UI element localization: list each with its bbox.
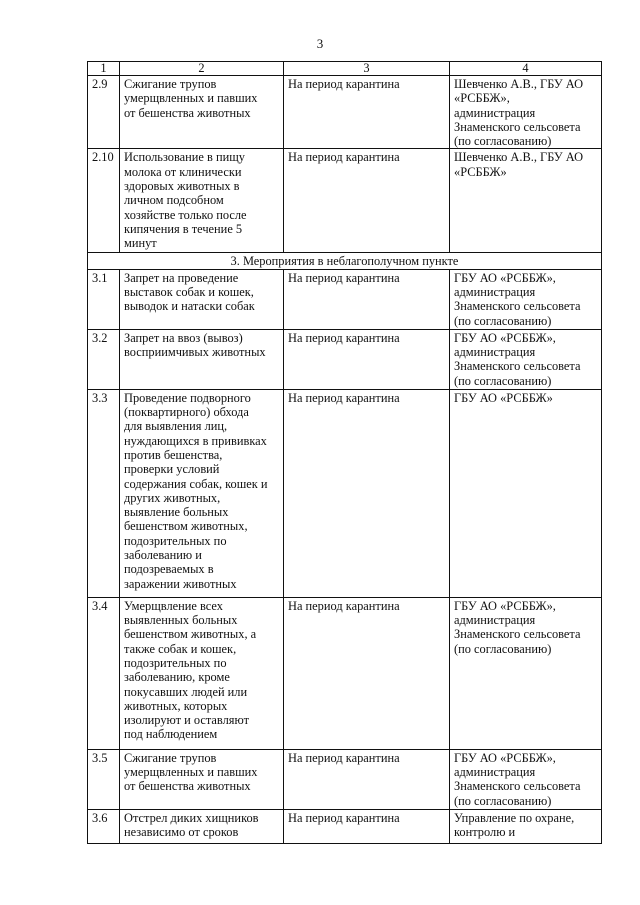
column-header-row (88, 62, 602, 76)
row-number: 3.2 (88, 329, 120, 389)
table-row (88, 389, 602, 597)
responsible-line: (по согласованию) (454, 793, 552, 808)
measure-line: подозрительных по (124, 533, 227, 548)
table-row (88, 809, 602, 843)
responsible-line: ГБУ АО «РСББЖ» (454, 390, 553, 405)
responsible-line: администрация (454, 613, 536, 628)
measure-line: покусавших людей или (124, 684, 248, 699)
column-header: 4 (450, 62, 602, 76)
page-number: 3 (316, 36, 324, 51)
measure-line: Сжигание трупов (124, 77, 217, 91)
measure-line: животных, которых (124, 698, 228, 713)
measure-line: от бешенства животных (124, 105, 251, 120)
measure-line: нуждающихся в прививках (124, 433, 267, 448)
measure-line: других животных, (124, 490, 221, 505)
period-cell: На период карантина (284, 389, 450, 597)
measure-line: Умерщвление всех (124, 598, 223, 613)
responsible-line: Шевченко А.В., ГБУ АО (454, 77, 584, 91)
measure-line: проверки условий (124, 462, 220, 477)
measure-cell (120, 269, 284, 329)
responsible-line: Знаменского сельсовета (454, 359, 581, 374)
measure-line: подозреваемых в (124, 562, 214, 577)
column-header: 3 (284, 62, 450, 76)
responsible-cell (450, 76, 602, 149)
row-number: 2.10 (88, 149, 120, 253)
period-cell: На период карантина (284, 809, 450, 843)
responsible-cell (450, 597, 602, 749)
measure-line: содержания собак, кошек и (124, 476, 268, 491)
responsible-line: Знаменского сельсовета (454, 119, 581, 134)
measure-cell (120, 149, 284, 253)
row-number: 3.4 (88, 597, 120, 749)
period-cell: На период карантина (284, 597, 450, 749)
responsible-line: ГБУ АО «РСББЖ», (454, 598, 556, 613)
measure-line: заболеванию, кроме (124, 670, 230, 685)
measure-line: заболеванию и (124, 548, 202, 563)
measure-line: Проведение подворного (124, 390, 251, 405)
measure-line: хозяйстве только после (124, 207, 247, 222)
measure-line: выявление больных (124, 505, 229, 520)
measure-cell (120, 329, 284, 389)
period-cell: На период карантина (284, 269, 450, 329)
responsible-line: Знаменского сельсовета (454, 299, 581, 314)
responsible-line: Управление по охране, (454, 810, 575, 825)
measure-line: Отстрел диких хищников (124, 810, 259, 825)
measure-cell (120, 76, 284, 149)
measure-line: бешенством животных, (124, 519, 248, 534)
responsible-cell (450, 749, 602, 809)
responsible-line: «РСББЖ» (454, 164, 507, 179)
row-number: 3.1 (88, 269, 120, 329)
table-row (88, 749, 602, 809)
table-row (88, 329, 602, 389)
period-cell: На период карантина (284, 749, 450, 809)
period-cell: На период карантина (284, 329, 450, 389)
section-header-row (88, 253, 602, 269)
responsible-line: ГБУ АО «РСББЖ», (454, 270, 556, 285)
responsible-line: ГБУ АО «РСББЖ», (454, 330, 556, 345)
responsible-line: Шевченко А.В., ГБУ АО (454, 150, 584, 165)
measure-line: под наблюдением (124, 727, 218, 742)
measure-line: Сжигание трупов (124, 750, 217, 765)
period-cell: На период карантина (284, 76, 450, 149)
responsible-cell (450, 329, 602, 389)
measure-line: против бешенства, (124, 447, 223, 462)
measure-cell (120, 749, 284, 809)
measure-line: восприимчивых животных (124, 345, 266, 360)
table-row (88, 269, 602, 329)
measure-cell (120, 389, 284, 597)
responsible-line: «РСББЖ», (454, 91, 510, 106)
row-number: 2.9 (88, 76, 120, 149)
table-row (88, 76, 602, 149)
row-number: 3.6 (88, 809, 120, 843)
responsible-line: ГБУ АО «РСББЖ», (454, 750, 556, 765)
measure-line: выявленных больных (124, 613, 238, 628)
responsible-cell (450, 149, 602, 253)
measure-line: Запрет на ввоз (вывоз) (124, 330, 243, 345)
measure-line: личном подсобном (124, 193, 224, 208)
column-header: 1 (88, 62, 120, 76)
section-title: 3. Мероприятия в неблагополучном пункте (88, 253, 602, 269)
table-row (88, 597, 602, 749)
measure-line: минут (124, 236, 157, 251)
responsible-line: Знаменского сельсовета (454, 779, 581, 794)
measure-line: независимо от сроков (124, 825, 239, 840)
table-row (88, 149, 602, 253)
measure-line: кипячения в течение 5 (124, 221, 243, 236)
measure-line: для выявления лиц, (124, 419, 228, 434)
measure-line: выводок и натаски собак (124, 299, 255, 314)
measure-line: Использование в пищу (124, 150, 245, 165)
responsible-cell (450, 809, 602, 843)
period-cell: На период карантина (284, 149, 450, 253)
measure-line: выставок собак и кошек, (124, 285, 254, 300)
responsible-line: (по согласованию) (454, 373, 552, 388)
row-number: 3.5 (88, 749, 120, 809)
measure-line: изолируют и оставляют (124, 713, 250, 728)
measure-line: Запрет на проведение (124, 270, 239, 285)
responsible-line: администрация (454, 765, 536, 780)
measure-line: умерщвленных и павших (124, 765, 258, 780)
responsible-line: администрация (454, 345, 536, 360)
measures-table (87, 61, 602, 844)
responsible-line: администрация (454, 285, 536, 300)
responsible-line: (по согласованию) (454, 313, 552, 328)
column-header: 2 (120, 62, 284, 76)
responsible-line: администрация (454, 105, 536, 120)
measure-line: молока от клинически (124, 164, 242, 179)
measure-cell (120, 809, 284, 843)
measure-cell (120, 597, 284, 749)
responsible-line: (по согласованию) (454, 134, 552, 149)
measure-line: заражении животных (124, 576, 237, 591)
measure-line: (поквартирного) обхода (124, 405, 249, 420)
responsible-line: Знаменского сельсовета (454, 627, 581, 642)
responsible-line: контролю и (454, 825, 516, 840)
responsible-cell (450, 389, 602, 597)
row-number: 3.3 (88, 389, 120, 597)
measure-line: бешенством животных, а (124, 627, 257, 642)
measure-line: здоровых животных в (124, 179, 240, 194)
measure-line: также собак и кошек, (124, 641, 237, 656)
responsible-line: (по согласованию) (454, 641, 552, 656)
measure-line: умерщвленных и павших (124, 91, 258, 106)
measure-line: подозрительных по (124, 655, 227, 670)
responsible-cell (450, 269, 602, 329)
measure-line: от бешенства животных (124, 779, 251, 794)
